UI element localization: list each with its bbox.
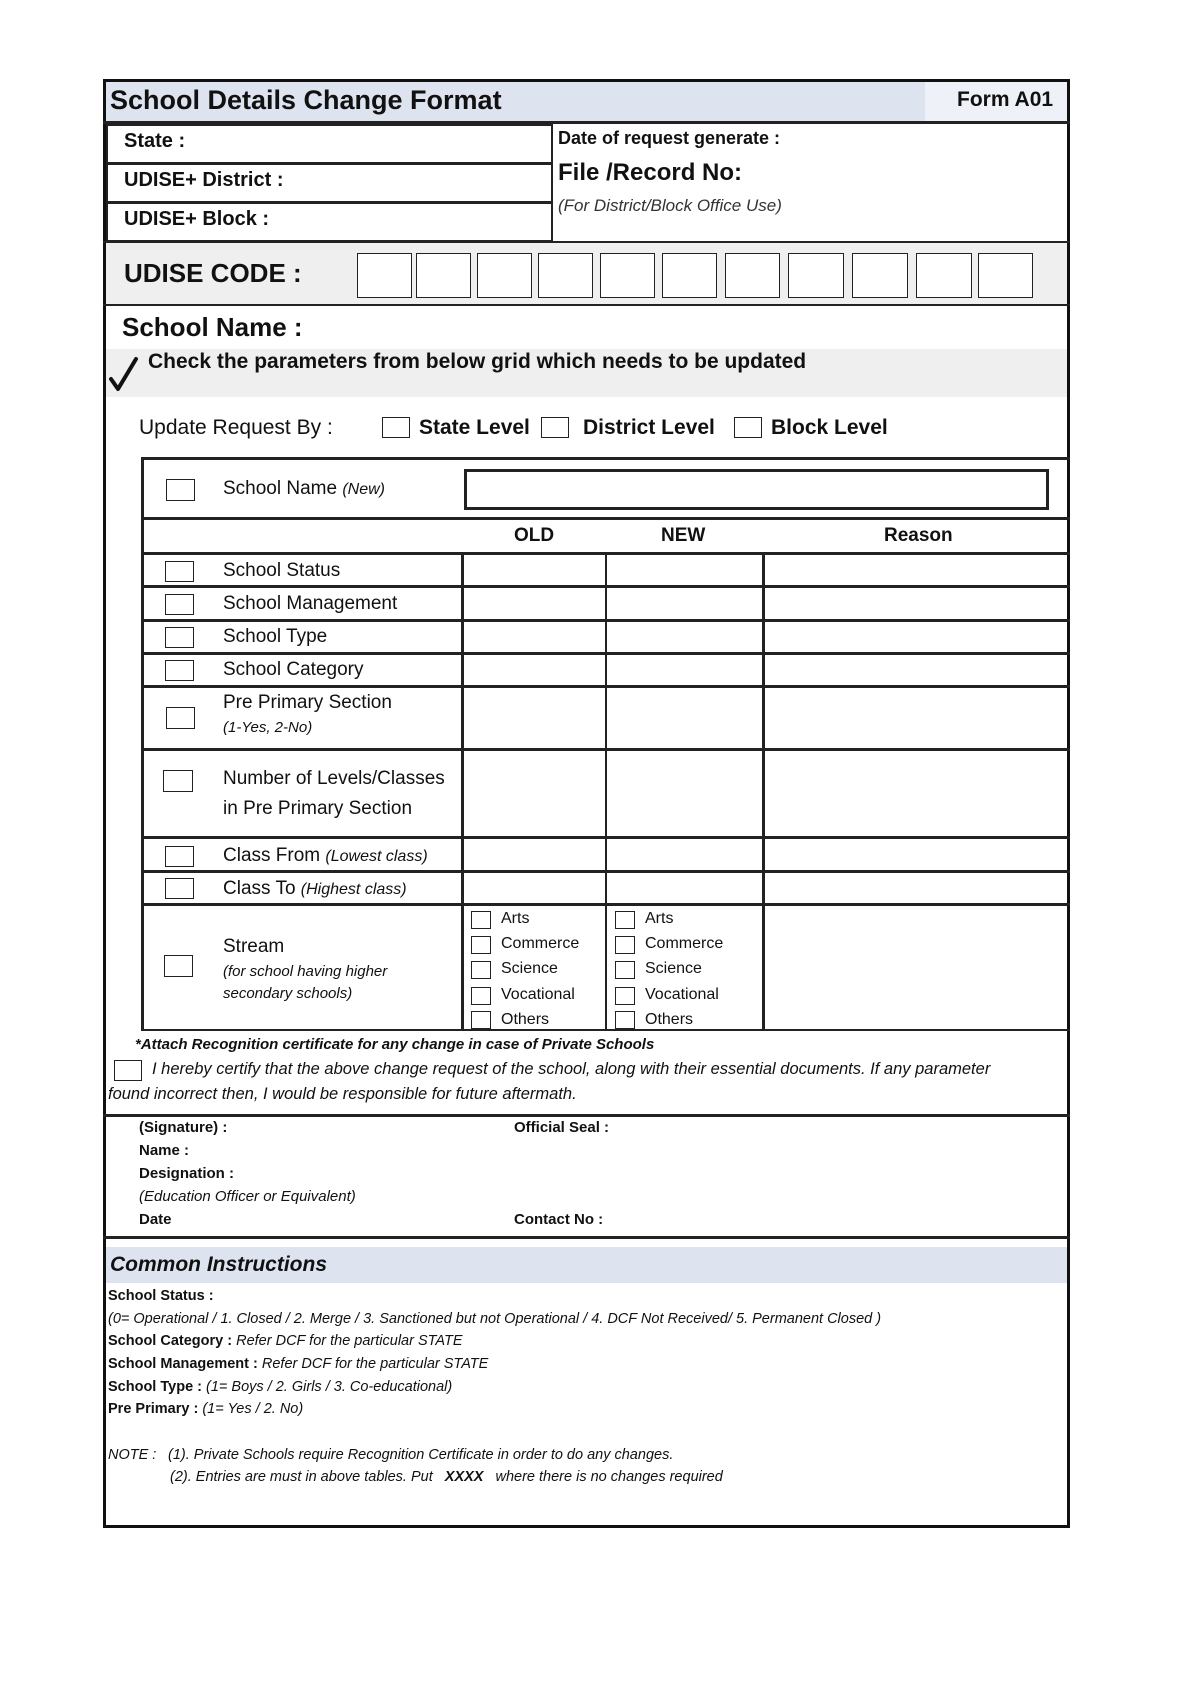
new-stream-arts-label: Arts [645,910,674,927]
state-label: State : [124,130,186,152]
school-management-checkbox[interactable] [165,594,194,615]
class-to-label: Class To (Highest class) [223,878,407,899]
school-status-checkbox[interactable] [165,561,194,582]
file-record-label: File /Record No: [558,159,743,186]
certify-text-line1: I hereby certify that the above change request of the school, along with their essential documents. If any parameter [152,1060,991,1078]
pre-primary-checkbox[interactable] [166,707,195,729]
official-seal-label: Official Seal : [514,1119,610,1136]
stream-note: (for school having higher [223,963,388,980]
new-stream-others-checkbox[interactable] [615,1011,635,1029]
udise-digit-box[interactable] [725,253,780,298]
instructions-title: Common Instructions [110,1253,328,1276]
school-management-label: School Management [223,593,398,614]
new-stream-science-label: Science [645,960,702,977]
state-level-checkbox[interactable] [382,417,410,438]
stream-note-line2: secondary schools) [223,985,353,1002]
col-reason-header: Reason [884,525,953,546]
udise-digit-box[interactable] [538,253,593,298]
old-stream-vocational-label: Vocational [501,986,575,1003]
office-use-note: (For District/Block Office Use) [558,196,782,215]
signature-top-line [103,1114,1070,1117]
instr-status-values: (0= Operational / 1. Closed / 2. Merge / 3. Sanctioned but not Operational / 4. DCF Not Received/ 5. Permanent Closed ) [108,1311,882,1327]
district-level-checkbox[interactable] [541,417,569,438]
instr-note1: (1). Private Schools require Recognition Certificate in order to do any changes. [168,1447,674,1463]
school-name-new-label: School Name (New) [223,478,386,499]
block-level-label: Block Level [771,416,888,439]
form-code: Form A01 [957,88,1054,111]
old-stream-commerce-label: Commerce [501,935,580,952]
district-level-label: District Level [583,416,715,439]
old-stream-science-label: Science [501,960,558,977]
old-stream-others-checkbox[interactable] [471,1011,491,1029]
instr-type: School Type : (1= Boys / 2. Girls / 3. Co-educational) [108,1379,453,1395]
new-stream-vocational-checkbox[interactable] [615,987,635,1005]
class-from-checkbox[interactable] [165,846,194,867]
date-request-label: Date of request generate : [558,128,781,148]
certify-text-line2: found incorrect then, I would be responsible for future aftermath. [108,1085,577,1103]
block-label: UDISE+ Block : [124,208,270,230]
instr-category: School Category : Refer DCF for the particular STATE [108,1333,463,1349]
instr-management: School Management : Refer DCF for the particular STATE [108,1356,489,1372]
instr-note2: (2). Entries are must in above tables. Put XXXX where there is no changes required [170,1469,723,1485]
page-title: School Details Change Format [110,85,502,115]
name-label: Name : [139,1142,190,1159]
udise-digit-box[interactable] [600,253,655,298]
udise-digit-box[interactable] [978,253,1033,298]
school-type-label: School Type [223,626,328,647]
date-label: Date [139,1211,172,1228]
udise-bottom-line [103,304,1070,306]
new-stream-arts-checkbox[interactable] [615,911,635,929]
attach-note: *Attach Recognition certificate for any change in case of Private Schools [135,1036,655,1053]
levels-label-line2: in Pre Primary Section [223,798,413,819]
udise-digit-box[interactable] [788,253,844,298]
old-stream-arts-checkbox[interactable] [471,911,491,929]
district-label: UDISE+ District : [124,169,284,191]
contact-no-label: Contact No : [514,1211,604,1228]
instr-note-label: NOTE : [108,1447,157,1463]
instr-status-label: School Status : [108,1288,214,1304]
school-category-label: School Category [223,659,364,680]
old-stream-others-label: Others [501,1011,550,1028]
signature-bottom-line [103,1236,1070,1239]
school-category-checkbox[interactable] [165,660,194,681]
pre-primary-note: (1-Yes, 2-No) [223,719,313,736]
class-from-label: Class From (Lowest class) [223,845,428,866]
udise-code-label: UDISE CODE : [124,258,302,288]
designation-label: Designation : [139,1165,235,1182]
new-stream-commerce-label: Commerce [645,935,724,952]
checkmark-icon [108,355,140,395]
check-instruction: Check the parameters from below grid which needs to be updated [148,350,807,373]
udise-digit-box[interactable] [662,253,717,298]
udise-digit-box[interactable] [357,253,412,298]
new-stream-vocational-label: Vocational [645,986,719,1003]
levels-label: Number of Levels/Classes [223,768,445,789]
instr-preprimary: Pre Primary : (1= Yes / 2. No) [108,1401,304,1417]
stream-label: Stream [223,936,285,957]
udise-digit-box[interactable] [916,253,972,298]
new-stream-science-checkbox[interactable] [615,961,635,979]
udise-digit-box[interactable] [852,253,908,298]
stream-checkbox[interactable] [164,955,193,977]
school-type-checkbox[interactable] [165,627,194,648]
school-name-new-checkbox[interactable] [166,479,195,501]
designation-note: (Education Officer or Equivalent) [139,1188,356,1205]
udise-digit-box[interactable] [477,253,532,298]
old-stream-arts-label: Arts [501,910,530,927]
old-stream-science-checkbox[interactable] [471,961,491,979]
levels-checkbox[interactable] [163,770,193,792]
block-level-checkbox[interactable] [734,417,762,438]
old-stream-commerce-checkbox[interactable] [471,936,491,954]
col-old-header: OLD [514,525,555,546]
school-name-new-input[interactable] [464,469,1049,510]
col-new-header: NEW [661,525,706,546]
state-level-label: State Level [419,416,530,439]
school-name-label: School Name : [122,312,303,342]
update-request-label: Update Request By : [139,416,333,439]
signature-label: (Signature) : [139,1119,228,1136]
class-to-checkbox[interactable] [165,878,194,899]
udise-digit-box[interactable] [416,253,471,298]
school-status-label: School Status [223,560,341,581]
old-stream-vocational-checkbox[interactable] [471,987,491,1005]
certify-checkbox[interactable] [114,1060,142,1081]
new-stream-others-label: Others [645,1011,694,1028]
pre-primary-label: Pre Primary Section [223,692,392,713]
new-stream-commerce-checkbox[interactable] [615,936,635,954]
udise-top-line [103,241,1070,243]
